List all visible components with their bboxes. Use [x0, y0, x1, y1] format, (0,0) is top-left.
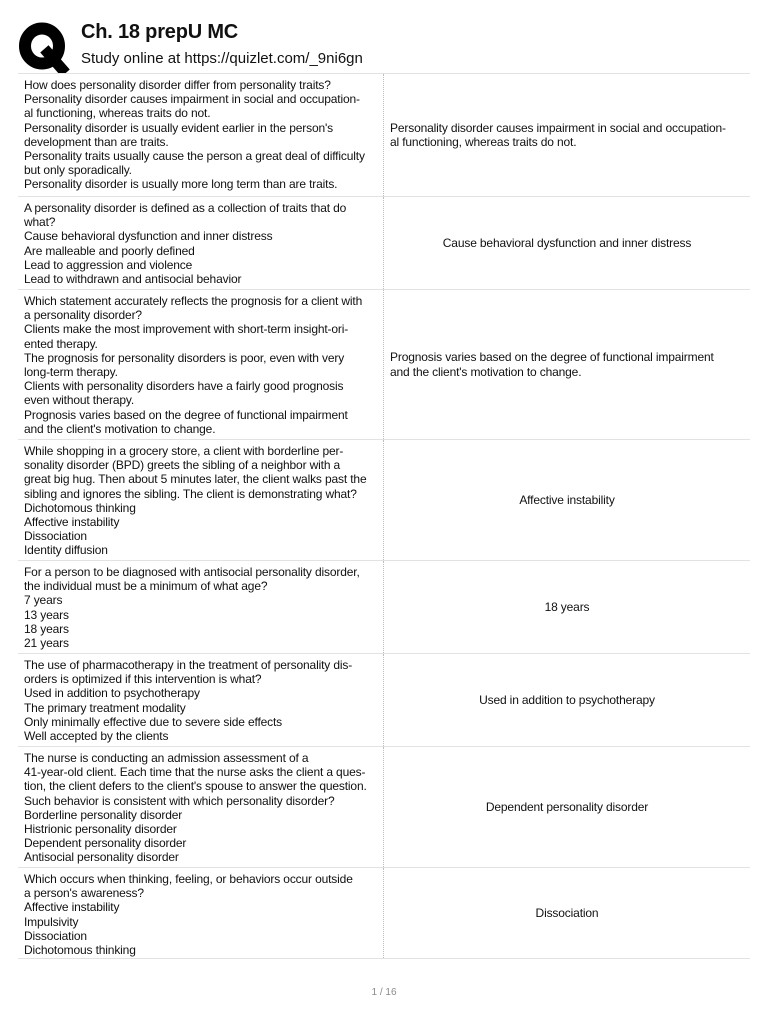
- flashcard: [18, 73, 750, 196]
- question-line: Histrionic personality disorder: [24, 822, 177, 837]
- question-line: Dissociation: [24, 529, 87, 544]
- flashcard: [18, 439, 750, 560]
- question-line: Dichotomous thinking: [24, 943, 136, 958]
- page-indicator: 1 / 16: [371, 987, 397, 998]
- question-line: tion, the client defers to the client's spouse to answer the question.: [24, 779, 367, 794]
- question-line: but only sporadically.: [24, 163, 132, 178]
- question-line: long-term therapy.: [24, 365, 118, 380]
- question-line: Borderline personality disorder: [24, 807, 183, 822]
- card-answer: [384, 654, 750, 746]
- question-line: al functioning, whereas traits do not.: [24, 106, 211, 121]
- question-line: How does personality disorder differ from personality traits?: [24, 78, 331, 92]
- question-line: 7 years: [24, 593, 63, 608]
- flashcard: [18, 746, 750, 867]
- card-question: [18, 74, 384, 196]
- question-line: Clients make the most improvement with short-term insight-ori-: [24, 322, 349, 337]
- question-line: Antisocial personality disorder: [24, 850, 179, 865]
- question-line: Affective instability: [24, 515, 120, 530]
- question-line: A personality disorder is defined as a collection of traits that do: [24, 201, 347, 215]
- question-line: Which statement accurately reflects the prognosis for a client with: [24, 294, 363, 308]
- flashcard: [18, 560, 750, 653]
- answer-line: and the client's motivation to change.: [390, 364, 582, 379]
- question-line: Clients with personality disorders have a fairly good prognosis: [24, 379, 344, 394]
- question-line: Personality traits usually cause the person a great deal of difficulty: [24, 149, 365, 164]
- card-question: [18, 868, 384, 958]
- answer-line: Affective instability: [519, 492, 615, 507]
- question-line: development than are traits.: [24, 134, 169, 149]
- study-online-link[interactable]: Study online at https://quizlet.com/_9ni6gn: [81, 50, 363, 67]
- card-question: [18, 440, 384, 560]
- question-line: Well accepted by the clients: [24, 729, 169, 744]
- question-line: 18 years: [24, 621, 69, 636]
- page-title: Ch. 18 prepU MC: [81, 21, 239, 43]
- question-line: Cause behavioral dysfunction and inner distress: [24, 229, 273, 244]
- card-answer: [384, 747, 750, 867]
- card-answer: [384, 561, 750, 653]
- question-line: Which occurs when thinking, feeling, or behaviors occur outside: [24, 872, 353, 886]
- answer-line: al functioning, whereas traits do not.: [390, 135, 577, 149]
- question-line: a person's awareness?: [24, 886, 144, 901]
- quizlet-q-logo-icon: [18, 22, 70, 74]
- question-line: Impulsivity: [24, 914, 79, 929]
- answer-line: Used in addition to psychotherapy: [479, 692, 655, 707]
- answer-line: Prognosis varies based on the degree of functional impairment: [390, 350, 714, 365]
- question-line: sonality disorder (BPD) greets the sibling of a neighbor with a: [24, 458, 341, 473]
- question-line: Dissociation: [24, 928, 87, 943]
- question-line: Used in addition to psychotherapy: [24, 686, 200, 701]
- card-question: [18, 561, 384, 653]
- flashcard: [18, 653, 750, 746]
- question-line: ented therapy.: [24, 336, 98, 351]
- card-answer: [384, 868, 750, 958]
- question-line: Personality disorder is usually evident earlier in the person's: [24, 120, 334, 135]
- card-answer: [384, 74, 750, 196]
- question-line: The primary treatment modality: [24, 700, 186, 715]
- card-answer: [384, 197, 750, 289]
- question-line: what?: [24, 215, 56, 230]
- question-line: Lead to aggression and violence: [24, 257, 193, 272]
- question-line: Only minimally effective due to severe side effects: [24, 714, 283, 729]
- card-answer: [384, 290, 750, 439]
- question-line: While shopping in a grocery store, a client with borderline per-: [24, 444, 344, 458]
- flashcard: [18, 867, 750, 959]
- card-question: [18, 290, 384, 439]
- question-line: Personality disorder causes impairment in social and occupation-: [24, 92, 360, 107]
- question-line: the individual must be a minimum of what age?: [24, 579, 268, 594]
- question-line: great big hug. Then about 5 minutes later, the client walks past the: [24, 472, 367, 487]
- question-line: Dependent personality disorder: [24, 836, 187, 851]
- question-line: The use of pharmacotherapy in the treatment of personality dis-: [24, 658, 353, 672]
- card-question: [18, 197, 384, 289]
- question-line: Are malleable and poorly defined: [24, 243, 195, 258]
- question-line: Prognosis varies based on the degree of functional impairment: [24, 407, 348, 422]
- question-line: 13 years: [24, 607, 69, 622]
- question-line: Personality disorder is usually more long term than are traits.: [24, 177, 338, 192]
- flashcard: [18, 196, 750, 289]
- question-line: For a person to be diagnosed with antisocial personality disorder,: [24, 565, 360, 579]
- question-line: Identity diffusion: [24, 543, 108, 558]
- question-line: The nurse is conducting an admission assessment of a: [24, 751, 309, 765]
- answer-line: Personality disorder causes impairment in social and occupation-: [390, 120, 726, 135]
- document-header: [0, 0, 768, 74]
- question-line: and the client's motivation to change.: [24, 421, 216, 436]
- answer-line: Dependent personality disorder: [485, 799, 649, 814]
- question-line: orders is optimized if this intervention is what?: [24, 672, 262, 687]
- question-line: 21 years: [24, 636, 69, 651]
- question-line: sibling and ignores the sibling. The client is demonstrating what?: [24, 486, 357, 501]
- card-question: [18, 747, 384, 867]
- question-line: even without therapy.: [24, 393, 135, 408]
- question-line: a personality disorder?: [24, 308, 142, 323]
- question-line: The prognosis for personality disorders is poor, even with very: [24, 350, 345, 365]
- flashcard: [18, 289, 750, 439]
- question-line: Lead to withdrawn and antisocial behavior: [24, 272, 242, 287]
- question-line: Such behavior is consistent with which personality disorder?: [24, 793, 335, 808]
- flashcard-list: [18, 73, 750, 959]
- answer-line: 18 years: [544, 599, 590, 614]
- question-line: Affective instability: [24, 900, 120, 915]
- answer-line: Dissociation: [535, 905, 599, 920]
- card-answer: [384, 440, 750, 560]
- question-line: Dichotomous thinking: [24, 500, 136, 515]
- question-line: 41-year-old client. Each time that the nurse asks the client a ques-: [24, 765, 366, 780]
- answer-line: Cause behavioral dysfunction and inner distress: [442, 235, 692, 250]
- card-question: [18, 654, 384, 746]
